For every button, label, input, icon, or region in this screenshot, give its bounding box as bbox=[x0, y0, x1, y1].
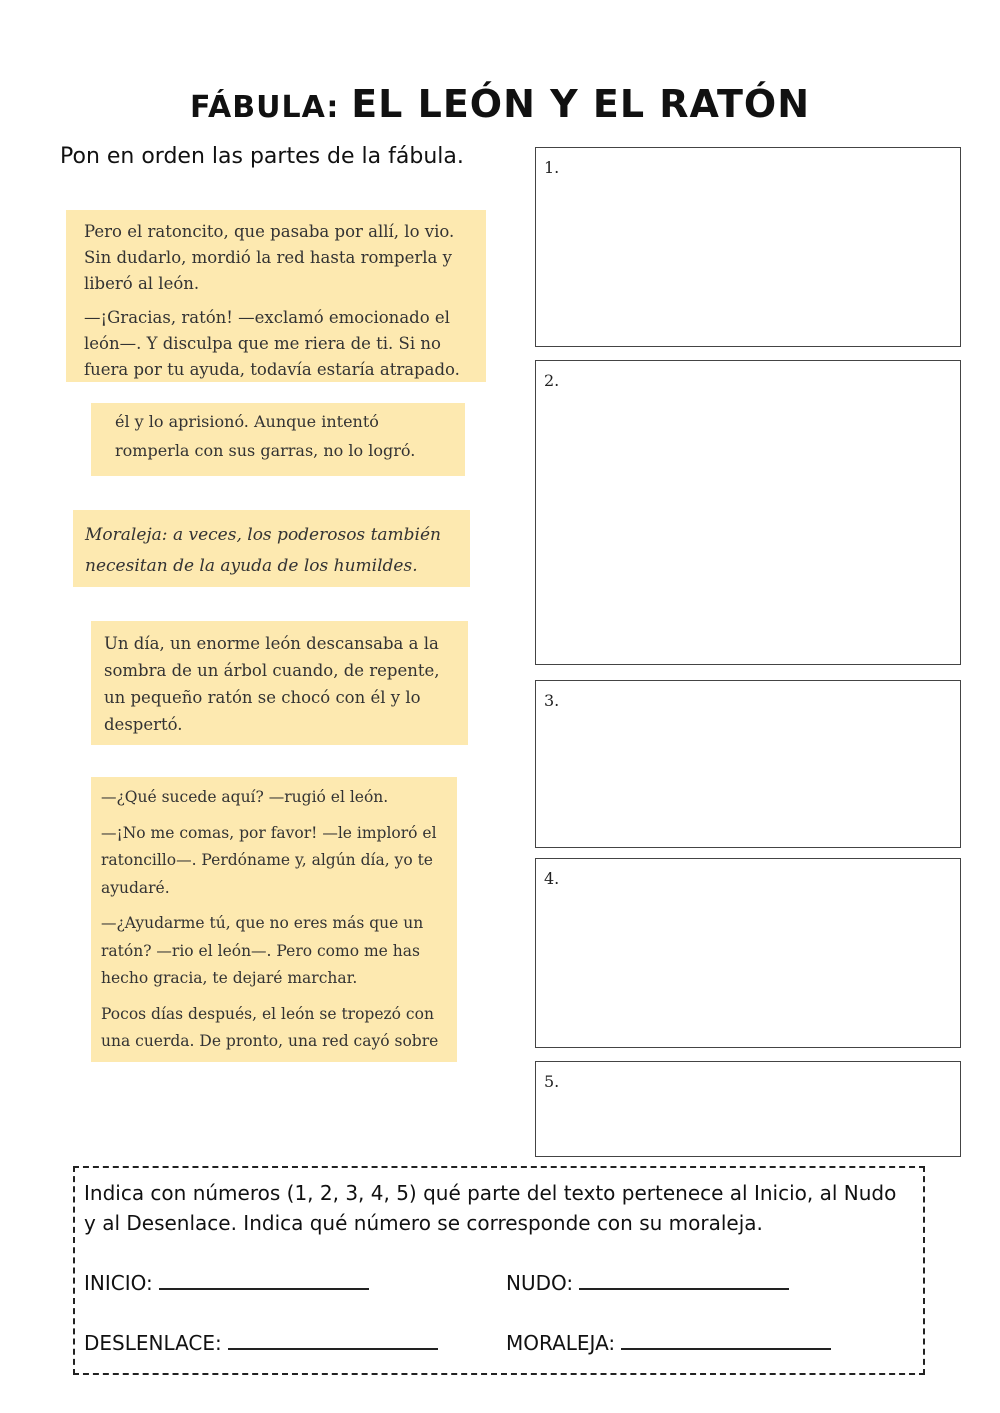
answer-box-3[interactable] bbox=[535, 680, 961, 848]
story-card-trapped[interactable] bbox=[91, 403, 465, 476]
classification-section bbox=[73, 1166, 925, 1375]
card-paragraph: —¿Ayudarme tú, que no eres más que un ratón? —rio el león—. Pero como me has hecho gracia, te dejaré marchar. bbox=[101, 914, 424, 987]
moraleja-field[interactable] bbox=[506, 1328, 831, 1355]
card-paragraph: Moraleja: a veces, los poderosos también necesitan de la ayuda de los humildes. bbox=[85, 525, 441, 576]
card-paragraph: —¡Gracias, ratón! —exclamó emocionado el león—. Y disculpa que me riera de ti. Si no fuera por tu ayuda, todavía estaría atrapado. bbox=[84, 308, 460, 379]
title-name: EL LEÓN Y EL RATÓN bbox=[351, 82, 811, 126]
story-card-beginning[interactable] bbox=[91, 621, 468, 745]
story-card-liberation[interactable] bbox=[66, 210, 486, 382]
card-paragraph: —¡No me comas, por favor! —le imploró el ratoncillo—. Perdóname y, algún día, yo te ayudaré. bbox=[101, 823, 437, 897]
card-paragraph: Pocos días después, el león se tropezó con una cuerda. De pronto, una red cayó sobre bbox=[101, 1004, 439, 1050]
answer-box-1[interactable] bbox=[535, 147, 961, 347]
answer-box-number: 4. bbox=[544, 869, 560, 888]
answer-box-4[interactable] bbox=[535, 858, 961, 1048]
card-paragraph: —¿Qué sucede aquí? —rugió el león. bbox=[101, 788, 389, 806]
story-card-dialogue[interactable] bbox=[91, 777, 457, 1062]
answer-box-2[interactable] bbox=[535, 360, 961, 665]
inicio-field[interactable] bbox=[84, 1268, 369, 1295]
nudo-field[interactable] bbox=[506, 1268, 789, 1295]
answer-box-number: 1. bbox=[544, 158, 560, 177]
answer-box-number: 2. bbox=[544, 371, 560, 390]
title-prefix: FÁBULA: bbox=[189, 90, 340, 125]
desenlace-field[interactable] bbox=[84, 1328, 438, 1355]
answer-box-number: 5. bbox=[544, 1072, 560, 1091]
story-card-moral[interactable] bbox=[73, 510, 470, 587]
card-paragraph: él y lo aprisionó. Aunque intentó romperla con sus garras, no lo logró. bbox=[115, 412, 416, 460]
desenlace-answer-line[interactable] bbox=[228, 1328, 438, 1350]
answer-box-5[interactable] bbox=[535, 1061, 961, 1157]
moraleja-label: MORALEJA: bbox=[506, 1331, 616, 1355]
nudo-label: NUDO: bbox=[506, 1271, 574, 1295]
instruction-text: Pon en orden las partes de la fábula. bbox=[60, 144, 464, 169]
card-paragraph: Un día, un enorme león descansaba a la sombra de un árbol cuando, de repente, un pequeño ratón se chocó con él y lo despertó. bbox=[104, 634, 440, 734]
moraleja-answer-line[interactable] bbox=[621, 1328, 831, 1350]
desenlace-label: DESLENLACE: bbox=[84, 1331, 222, 1355]
answer-box-number: 3. bbox=[544, 691, 560, 710]
page-title bbox=[0, 82, 1000, 126]
card-paragraph: Pero el ratoncito, que pasaba por allí, lo vio. Sin dudarlo, mordió la red hasta romperla y liberó al león. bbox=[84, 222, 455, 293]
nudo-answer-line[interactable] bbox=[579, 1268, 789, 1290]
inicio-answer-line[interactable] bbox=[159, 1268, 369, 1290]
classification-question: Indica con números (1, 2, 3, 4, 5) qué parte del texto pertenece al Inicio, al Nudo y al Desenlace. Indica qué número se corresponde con su moraleja. bbox=[84, 1181, 897, 1235]
inicio-label: INICIO: bbox=[84, 1271, 153, 1295]
